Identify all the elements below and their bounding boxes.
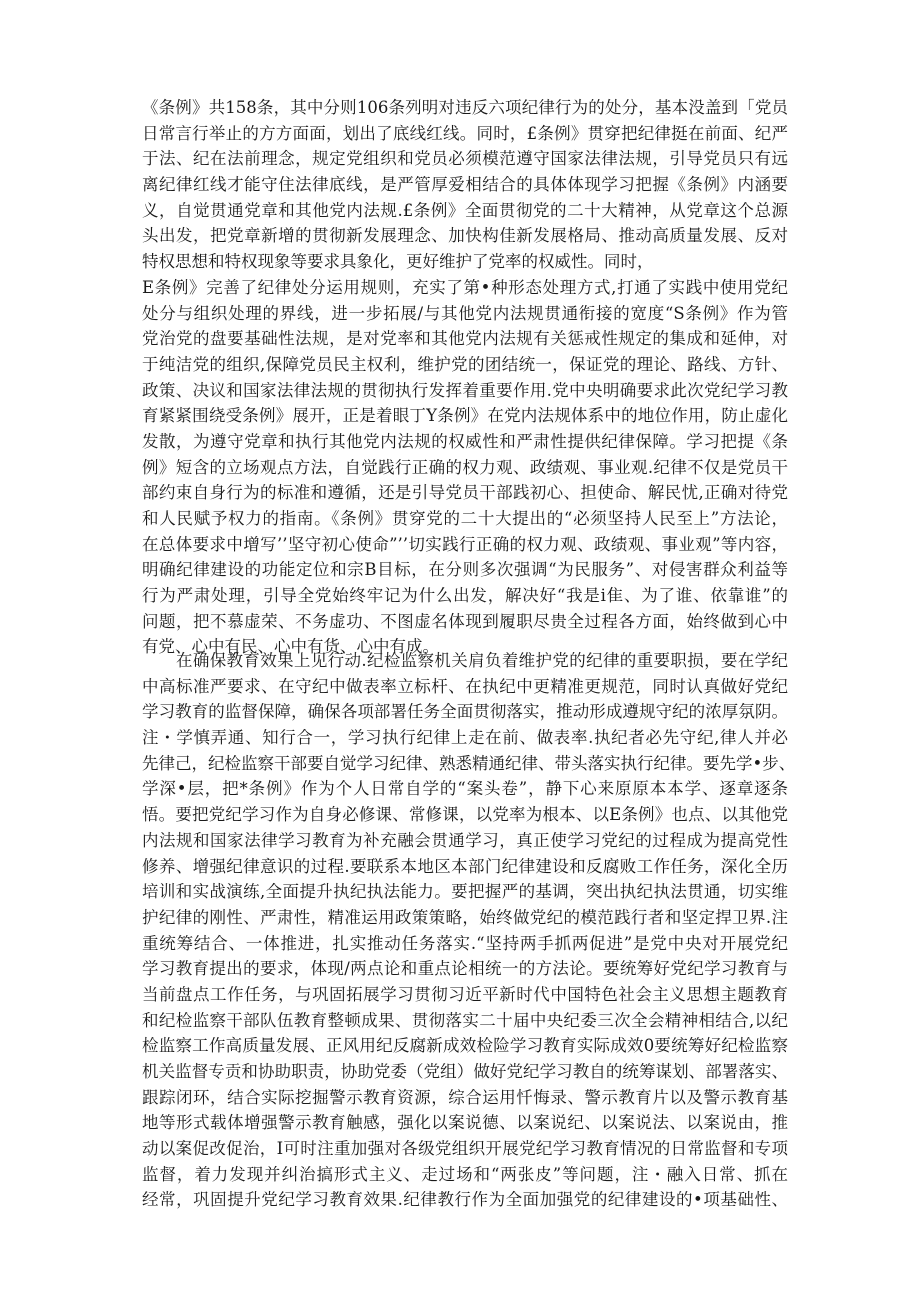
text-line: 监督，着力发现并纠治搞形式主义、走过场和“两张皮”等问题，注・融入日常、抓在 <box>142 1164 788 1184</box>
text-line: 注・学慎弄通、知行合一，学习执行纪律上走在前、做表率.执纪者必先守纪,律人并必 <box>142 728 788 748</box>
text-line: 日常言行举止的方方面面，划出了底线红线。同时，£条例》贯穿把纪律挺在前面、纪严 <box>142 123 788 143</box>
text-line: 例》短含的立场观点方法，自觉践行正确的权力观、政绩观、事业观.纪律不仅是党员干 <box>142 457 788 477</box>
text-line: 地等形式载体增强警示教育触感，强化以案说德、以案说纪、以案说法、以案说由，推 <box>142 1113 788 1133</box>
text-line: 问题，把不慕虚荣、不务虚功、不图虚名体现到履职尽贵全过程各方面，始终做到心中 <box>142 611 788 631</box>
text-line: 发散，为遵守党章和执行其他党内法规的权威性和严肃性提供纪律保障。学习把提《条 <box>142 431 788 451</box>
text-line: 在确保教育效果上见行动.纪检监察机关肩负着维护党的纪律的重要职损，要在学纪 <box>176 651 788 670</box>
text-line: 中高标准严要求、在守纪中做表率立标杆、在执纪中更精准更规范，同时认真做好党纪 <box>142 676 788 696</box>
text-line: 离纪律红线才能守住法律底线，是严管厚爱相结合的具体体现学习把握《条例》内涵要 <box>142 175 788 195</box>
text-line: 党治党的盘要基础性法规，是对党率和其他党内法规有关惩戒性规定的集成和延伸，对 <box>142 329 788 349</box>
text-line: 学习教育提出的要求，体现/两点论和重点论相统一的方法论。要统筹好党纪学习教育与 <box>142 959 788 979</box>
text-line: 当前盘点工作任务，与巩固拓展学习贯彻习近平新时代中国特色社会主义思想主题教育 <box>142 984 788 1004</box>
text-line: 处分与组织处理的界线，进一步拓展/与其他党内法规贯通衔接的宽度“S条例》作为管 <box>142 303 788 323</box>
text-line: 义，自觉贯通党章和其他党内法规.£条例》全面贯彻党的二十大精神，从党章这个总源 <box>142 200 788 220</box>
text-line: 《条例》共158条，其中分则106条列明对违反六项纪律行为的处分，基本没盖到「党员 <box>142 98 788 117</box>
text-line: 重统筹结合、一体推进，扎实推动任务落实.“坚持两手抓两促进”是党中央对开展党纪 <box>142 933 788 953</box>
text-line: 和纪检监察干部队伍教育整顿成果、贯彻落实二十届中央纪委三次全会精神相结合,以纪 <box>142 1010 788 1030</box>
text-line: 于纯洁党的组织,保障党员民主权利，维护党的团结统一，保证党的理论、路线、方针、 <box>142 354 788 374</box>
text-line: 头出发，把党章新增的贯彻新发展理念、加快构佳新发展格局、推动高质量发展、反对 <box>142 226 788 246</box>
paragraph-2 <box>142 648 796 1213</box>
text-line: 先律己，纪检监察干部要自觉学习纪律、熟悉精通纪律、带头落实执行纪律。要先学•步、 <box>142 753 796 773</box>
text-line: 修养、增强纪律意识的过程.要联系本地区本部门纪律建设和反腐败工作任务，深化全历 <box>142 856 788 876</box>
text-line: 动以案促改促治，I可时注重加强对各级党组织开展党纪学习教育情况的日常监督和专项 <box>142 1139 788 1159</box>
text-line: 跟踪闭环，结合实际挖掘警示教育资源，综合运用忏悔录、警示教育片以及警示教育基 <box>142 1087 788 1107</box>
text-line: 经常，巩固提升党纪学习教育效果.纪律教行作为全面加强党的纪律建设的•项基础性、 <box>142 1190 788 1210</box>
paragraph-1 <box>142 95 788 660</box>
text-line: 学深•层，把*条例》作为个人日常自学的“案头卷”，静下心来原原本本学、逐章逐条 <box>142 779 788 799</box>
text-line: 特权思想和特权现象等要求具象化，更好维护了党率的权威性。同时， <box>142 252 654 272</box>
text-line: E条例》完善了纪律处分运用规则，充实了第•种形态处理方式,打通了实践中使用党纪 <box>142 277 788 297</box>
text-line: 培训和实战演练,全面提升执纪执法能力。要把握严的基调，突出执纪执法贯通，切实维 <box>142 882 788 902</box>
text-line: 内法规和国家法律学习教育为补充融会贯通学习，真正使学习党纪的过程成为提高党性 <box>142 830 788 850</box>
text-line: 机关监督专贡和协助职责，协助党委（党组）做好党纪学习教自的统筹谋划、部署落实、 <box>142 1062 788 1081</box>
text-line: 和人民赋予权力的指南。《条例》贯穿党的二十大提出的“必须坚持人民至上”方法论， <box>142 509 788 528</box>
text-line: 有党、心中有民、心中有货、心中有成。 <box>142 637 439 657</box>
text-line: 检监察工作高质量发展、正风用纪反腐新成效检险学习教育实际成效0要统筹好纪检监察 <box>142 1036 788 1056</box>
text-line: 行为严肃处理，引导全党始终牢记为什么出发，解决好“我是i隹、为了谁、依靠谁”的 <box>142 586 788 606</box>
text-line: 学习教育的监督保障，确保各项部署任务全面贯彻落实，推动形成遵规守纪的浓厚氛阴。 <box>142 702 788 722</box>
text-line: 于法、纪在法前理念，规定党组织和党员必须模范遵守国家法律法规，引导党员只有远 <box>142 149 788 169</box>
text-line: 部约束自身行为的标准和遵循，还是引导党员干部践初心、担使命、解民忧,正确对待党 <box>142 483 788 503</box>
text-line: 政策、决议和国家法律法规的贯彻执行发挥着重要作用.党中央明确要求此次党纪学习教 <box>142 380 788 400</box>
text-line: 育紧紧围绕受条例》展开，正是着眼丁Y条例》在党内法规体系中的地位作用，防止虚化 <box>142 406 788 426</box>
text-line: 悟。要把党纪学习作为自身必修课、常修课，以党率为根本、以E条例》也点、以其他党 <box>142 805 788 825</box>
text-line: 明确纪律建设的功能定位和宗B目标，在分则多次强调“为民服务”、对侵害群众利益等 <box>142 560 788 580</box>
text-line: 在总体要求中增写’’坚守初心使命”’’切实践行正确的权力观、政绩观、事业观”等内容， <box>142 534 788 554</box>
text-line: 护纪律的刚性、严肃性，精准运用政策策略，始终做党纪的模范践行者和坚定捍卫界.注 <box>142 907 788 927</box>
